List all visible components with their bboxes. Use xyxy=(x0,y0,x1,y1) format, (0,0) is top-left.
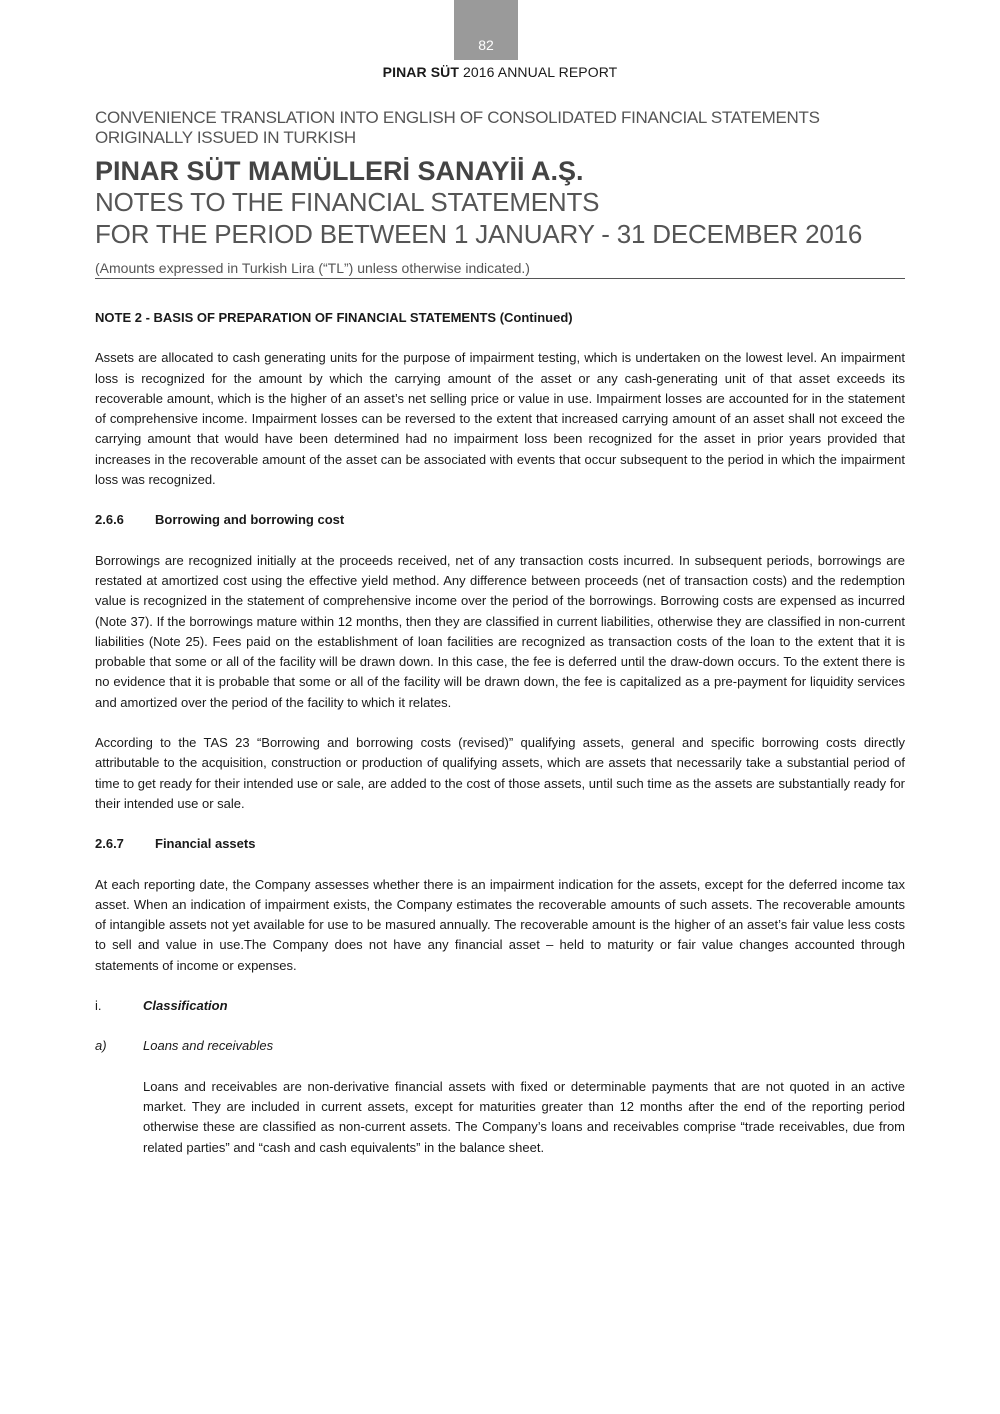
report-title xyxy=(0,64,1000,80)
borrowing-paragraph-2: According to the TAS 23 “Borrowing and borrowing costs (revised)” qualifying assets, general and specific borrowing costs directly attributable to the acquisition, construction or production of qualifying assets, which are assets that necessarily take a substantial period of time to get ready for their intended use or sale, are added to the cost of those assets, until such time as the assets are substantially ready for their intended use or sale. xyxy=(95,735,905,811)
financial-assets-paragraph: At each reporting date, the Company assesses whether there is an impairment indication for the assets, except for the deferred income tax asset. When an indication of impairment exists, the Company estimates the recoverable amounts of such assets. The recoverable amounts of intangible assets not yet available for use to be masured annually. The recoverable amount is the higher of an asset’s fair value less costs to sell and value in use.The Company does not have any financial asset – held to maturity or fair value changes accounted through statements of income or expenses. xyxy=(95,876,905,973)
section-title: Borrowing and borrowing cost xyxy=(155,512,345,528)
convenience-line-1: CONVENIENCE TRANSLATION INTO ENGLISH OF CONSOLIDATED FINANCIAL STATEMENTS xyxy=(95,108,820,127)
loans-heading xyxy=(95,1036,905,1056)
note-title: NOTE 2 - BASIS OF PREPARATION OF FINANCIAL STATEMENTS (Continued) xyxy=(95,310,573,325)
document-body xyxy=(95,308,905,1178)
loans-number: a) xyxy=(95,1038,107,1054)
section-number: 2.6.7 xyxy=(95,836,124,852)
loans-title: Loans and receivables xyxy=(143,1038,274,1054)
report-brand: PINAR SÜT xyxy=(382,64,460,80)
page-number-tab xyxy=(454,0,518,60)
convenience-line-2: ORIGINALLY ISSUED IN TURKISH xyxy=(95,128,356,147)
section-title: Financial assets xyxy=(155,836,256,852)
classification-number: i. xyxy=(95,998,102,1014)
report-year-title: 2016 ANNUAL REPORT xyxy=(463,64,618,80)
classification-title: Classification xyxy=(143,998,228,1014)
period-title: FOR THE PERIOD BETWEEN 1 JANUARY - 31 DECEMBER 2016 xyxy=(95,219,863,249)
document-header xyxy=(95,108,905,279)
amounts-note: (Amounts expressed in Turkish Lira (“TL”) unless otherwise indicated.) xyxy=(95,260,905,279)
loans-paragraph: Loans and receivables are non-derivative financial assets with fixed or determinable payments that are not quoted in an active market. They are included in current assets, except for maturities greater than 12 months after the end of the reporting period otherwise these are classified as non-current assets. The Company’s loans and receivables comprise “trade receivables, due from related parties” and “cash and cash equivalents” in the balance sheet. xyxy=(143,1078,905,1155)
intro-paragraph: Assets are allocated to cash generating units for the purpose of impairment testing, which is undertaken on the lowest level. An impairment loss is recognized for the amount by which the carrying amount of the asset or any cash-generating unit of that asset exceeds its recoverable amount, which is the higher of an asset’s net selling price or value in use. Impairment losses are accounted for in the statement of comprehensive income. Impairment losses can be reversed to the extent that increased carrying amount of an asset shall not exceed the carrying amount that would have been determined had no impairment loss been recognized for the asset in prior years provided that increases in the recoverable amount of the asset can be associated with events that occur subsequent to the period in which the impairment loss was recognized. xyxy=(95,350,905,488)
page-number: 82 xyxy=(478,37,494,53)
section-number: 2.6.6 xyxy=(95,512,124,528)
company-name: PINAR SÜT MAMÜLLERİ SANAYİİ A.Ş. xyxy=(95,156,584,186)
classification-heading xyxy=(95,996,905,1016)
notes-title: NOTES TO THE FINANCIAL STATEMENTS xyxy=(95,187,600,217)
section-heading-2-6-7 xyxy=(95,834,905,854)
section-heading-2-6-6 xyxy=(95,510,905,530)
borrowing-paragraph-1: Borrowings are recognized initially at the proceeds received, net of any transaction costs incurred. In subsequent periods, borrowings are restated at amortized cost using the effective yield method. Any difference between proceeds (net of transaction costs) and the redemption value is recognized in the statement of comprehensive income over the period of the borrowings. Borrowing costs are expensed as incurred (Note 37). If the borrowings mature within 12 months, then they are classified in current liabilities, otherwise they are classified in non-current liabilities (Note 25). Fees paid on the establishment of loan facilities are recognized as transaction costs of the loan to the extent that it is probable that some or all of the facility will be drawn down. In this case, the fee is deferred until the draw-down occurs. To the extent there is no evidence that it is probable that some or all of the facility will be drawn down, the fee is capitalized as a pre-payment for liquidity services and amortized over the period of the facility to which it relates. xyxy=(95,552,905,710)
